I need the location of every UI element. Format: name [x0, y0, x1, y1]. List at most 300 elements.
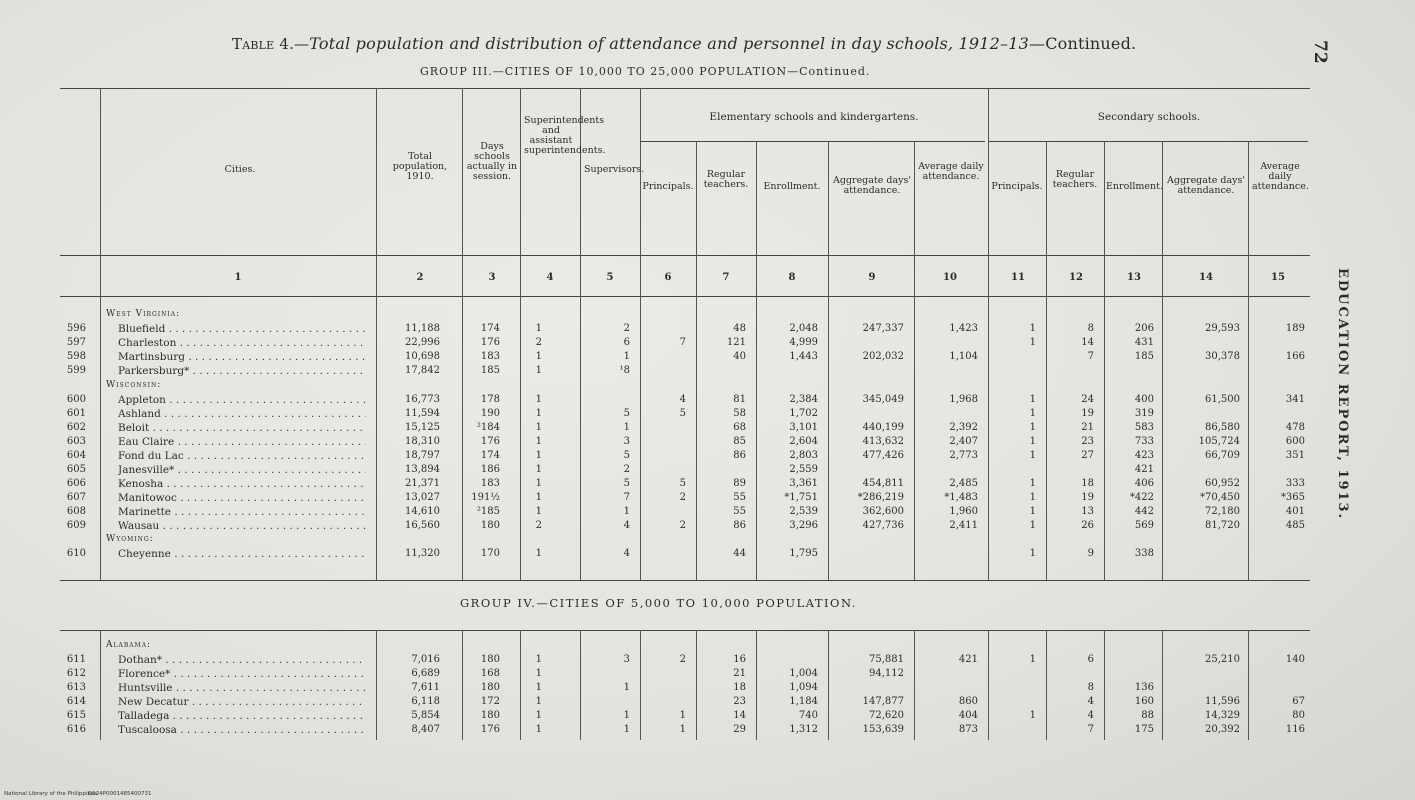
- table-cell: 2: [623, 323, 630, 334]
- table-cell: 362,600: [862, 506, 904, 517]
- table-cell: 175: [1134, 724, 1154, 735]
- table-cell: 13,027: [405, 492, 440, 503]
- row-number: 598: [66, 351, 86, 362]
- table-cell: 1,702: [789, 408, 818, 419]
- table-cell: 89: [733, 478, 746, 489]
- row-number: 604: [66, 450, 86, 461]
- group-iv-top-rule: [60, 630, 1310, 631]
- table-cell: 1,004: [789, 668, 818, 679]
- table-cell: 8: [1087, 682, 1094, 693]
- header-sec-principals: Principals.: [991, 181, 1043, 192]
- table-cell: 11,188: [405, 323, 440, 334]
- header-cities: Cities.: [224, 164, 256, 175]
- table-cell: 180: [480, 654, 500, 665]
- table-cell: 29,593: [1205, 323, 1240, 334]
- city-name: Appleton . . .: [118, 394, 366, 406]
- table-cell: 26: [1081, 520, 1094, 531]
- table-cell: 58: [733, 408, 746, 419]
- table-cell: 1: [1029, 323, 1036, 334]
- table-cell: 1,094: [789, 682, 818, 693]
- city-name: Cheyenne . . .: [118, 548, 366, 560]
- table-cell: 1,968: [949, 394, 978, 405]
- city-name: Parkersburg* . . .: [118, 365, 366, 377]
- column-number-rule: [60, 296, 1310, 297]
- table-cell: 11,320: [405, 548, 440, 559]
- table-cell: 86: [733, 520, 746, 531]
- table-cell: 4: [1087, 696, 1094, 707]
- table-cell: 351: [1285, 450, 1305, 461]
- column-number: 13: [1127, 272, 1141, 283]
- table-cell: 3: [623, 654, 630, 665]
- table-cell: 67: [1292, 696, 1305, 707]
- table-cell: 1,312: [789, 724, 818, 735]
- table-cell: 176: [480, 337, 500, 348]
- table-cell: 16: [733, 654, 746, 665]
- city-name: Kenosha . . .: [118, 478, 366, 490]
- table-cell: 7: [679, 337, 686, 348]
- city-name: Wausau . . .: [118, 520, 366, 532]
- row-number: 609: [66, 520, 86, 531]
- table-cell: 1: [1029, 337, 1036, 348]
- table-cell: *365: [1280, 492, 1305, 503]
- table-cell: 48: [733, 323, 746, 334]
- table-cell: 423: [1134, 450, 1154, 461]
- table-cell: 2,485: [949, 478, 978, 489]
- table-cell: 19: [1081, 408, 1094, 419]
- table-cell: 18: [733, 682, 746, 693]
- table-cell: 1,423: [949, 323, 978, 334]
- city-name: Charleston . . .: [118, 337, 366, 349]
- table-cell: 733: [1134, 436, 1154, 447]
- footer-library: National Library of the Philippines: [4, 791, 98, 797]
- table-cell: 180: [480, 682, 500, 693]
- table-cell: 5,854: [411, 710, 440, 721]
- city-name: Marinette . . .: [118, 506, 366, 518]
- table-cell: 1: [1029, 478, 1036, 489]
- table-cell: 176: [480, 436, 500, 447]
- table-cell: 1: [1029, 654, 1036, 665]
- state-heading: Wisconsin:: [106, 380, 162, 390]
- g4-col-rule-14: [1162, 630, 1163, 740]
- table-cell: 1: [623, 724, 630, 735]
- table-cell: 160: [1134, 696, 1154, 707]
- table-cell: 75,881: [869, 654, 904, 665]
- city-name: Tuscaloosa . . .: [118, 724, 366, 736]
- table-cell: 72,620: [869, 710, 904, 721]
- column-number: 12: [1069, 272, 1083, 283]
- header-elem-teachers: Regular teachers.: [703, 169, 749, 190]
- table-cell: 7: [1087, 351, 1094, 362]
- row-number: 610: [66, 548, 86, 559]
- table-cell: *70,450: [1200, 492, 1240, 503]
- table-cell: 2: [679, 492, 686, 503]
- table-cell: 88: [1141, 710, 1154, 721]
- city-name: Dothan* . . .: [118, 654, 366, 666]
- table-cell: ²185: [476, 506, 500, 517]
- table-cell: 85: [733, 436, 746, 447]
- table-cell: 19: [1081, 492, 1094, 503]
- table-cell: 23: [733, 696, 746, 707]
- city-name: Martinsburg . . .: [118, 351, 366, 363]
- table-cell: 105,724: [1198, 436, 1240, 447]
- header-sec-aggregate: Aggregate days' attendance.: [1167, 175, 1245, 196]
- header-superintendents: Superintendents and assistant superintendents.: [524, 115, 606, 156]
- table-cell: 569: [1134, 520, 1154, 531]
- table-cell: 400: [1134, 394, 1154, 405]
- header-sec-enrollment: Enrollment.: [1106, 181, 1163, 192]
- table-cell: 2,384: [789, 394, 818, 405]
- table-cell: 10,698: [405, 351, 440, 362]
- table-cell: 147,877: [862, 696, 904, 707]
- table-cell: 68: [733, 422, 746, 433]
- city-name: Florence* . . .: [118, 668, 366, 680]
- table-cell: 4,999: [789, 337, 818, 348]
- header-total-population: Total population, 1910.: [392, 151, 448, 182]
- running-head: EDUCATION REPORT, 1913.: [1335, 268, 1350, 521]
- row-number: 597: [66, 337, 86, 348]
- column-number: 6: [664, 272, 672, 283]
- footer-id: D124P0001485400731: [88, 791, 152, 797]
- table-cell: 16,560: [405, 520, 440, 531]
- table-cell: 2,048: [789, 323, 818, 334]
- row-number: 601: [66, 408, 86, 419]
- table-cell: 3: [623, 436, 630, 447]
- table-cell: 421: [1134, 464, 1154, 475]
- table-cell: 1,960: [949, 506, 978, 517]
- table-cell: 1: [535, 478, 542, 489]
- table-cell: 2: [623, 464, 630, 475]
- column-number: 9: [868, 272, 876, 283]
- table-cell: 2,539: [789, 506, 818, 517]
- table-cell: 190: [480, 408, 500, 419]
- table-cell: 1: [535, 450, 542, 461]
- col-rule-1: [100, 88, 101, 580]
- title-lead: Table 4.—: [232, 35, 310, 53]
- table-cell: 1: [1029, 422, 1036, 433]
- table-cell: 1: [535, 351, 542, 362]
- table-cell: 431: [1134, 337, 1154, 348]
- header-elementary-group: Elementary schools and kindergartens.: [709, 111, 919, 123]
- table-cell: *422: [1129, 492, 1154, 503]
- row-number: 605: [66, 464, 86, 475]
- table-cell: 4: [623, 548, 630, 559]
- table-cell: *1,483: [944, 492, 978, 503]
- table-cell: 86: [733, 450, 746, 461]
- table-cell: 1: [1029, 436, 1036, 447]
- table-cell: 18,310: [405, 436, 440, 447]
- row-number: 613: [66, 682, 86, 693]
- table-cell: 4: [1087, 710, 1094, 721]
- table-cell: 4: [679, 394, 686, 405]
- table-cell: 3,361: [789, 478, 818, 489]
- row-number: 614: [66, 696, 86, 707]
- table-cell: 168: [480, 668, 500, 679]
- table-cell: 44: [733, 548, 746, 559]
- table-cell: 1,184: [789, 696, 818, 707]
- table-cell: 8: [1087, 323, 1094, 334]
- header-elem-principals: Principals.: [642, 181, 694, 192]
- row-number: 616: [66, 724, 86, 735]
- col-rule-6: [640, 88, 641, 580]
- table-cell: 40: [733, 351, 746, 362]
- table-cell: 873: [958, 724, 978, 735]
- table-cell: 1: [1029, 492, 1036, 503]
- table-cell: 11,596: [1205, 696, 1240, 707]
- column-number: 4: [546, 272, 554, 283]
- table-cell: 1,795: [789, 548, 818, 559]
- column-number: 15: [1271, 272, 1285, 283]
- table-cell: 1: [535, 506, 542, 517]
- header-days-in-session: Days schools actually in session.: [466, 141, 518, 182]
- table-cell: 2: [679, 654, 686, 665]
- table-cell: 61,500: [1205, 394, 1240, 405]
- table-cell: 166: [1285, 351, 1305, 362]
- table-cell: 6,689: [411, 668, 440, 679]
- g4-col-rule-9: [828, 630, 829, 740]
- city-name: Beloit . . .: [118, 422, 366, 434]
- table-cell: 14,610: [405, 506, 440, 517]
- table-cell: 2: [535, 337, 542, 348]
- table-cell: 191½: [471, 492, 500, 503]
- table-cell: 1: [535, 668, 542, 679]
- table-cell: 21,371: [405, 478, 440, 489]
- city-name: Fond du Lac . . .: [118, 450, 366, 462]
- table-cell: 20,392: [1205, 724, 1240, 735]
- column-number: 3: [488, 272, 496, 283]
- state-heading: Alabama:: [106, 640, 152, 650]
- table-cell: 174: [480, 323, 500, 334]
- table-cell: 185: [480, 365, 500, 376]
- table-cell: 1: [623, 422, 630, 433]
- table-cell: 24: [1081, 394, 1094, 405]
- table-cell: 2,773: [949, 450, 978, 461]
- page-number: 72: [1310, 40, 1330, 64]
- row-number: 611: [66, 654, 86, 665]
- table-cell: 454,811: [862, 478, 904, 489]
- row-number: 600: [66, 394, 86, 405]
- table-cell: 60,952: [1205, 478, 1240, 489]
- group-iii-bottom-rule: [60, 580, 1310, 581]
- table-cell: 1: [1029, 506, 1036, 517]
- table-cell: 81,720: [1205, 520, 1240, 531]
- table-cell: 440,199: [862, 422, 904, 433]
- table-cell: 1,443: [789, 351, 818, 362]
- table-cell: 485: [1285, 520, 1305, 531]
- table-cell: 2,407: [949, 436, 978, 447]
- table-cell: 2: [535, 520, 542, 531]
- column-number: 5: [606, 272, 614, 283]
- table-cell: 1: [679, 710, 686, 721]
- row-number: 596: [66, 323, 86, 334]
- table-cell: 18: [1081, 478, 1094, 489]
- table-cell: 1: [535, 408, 542, 419]
- table-cell: 2,411: [949, 520, 978, 531]
- table-cell: 136: [1134, 682, 1154, 693]
- table-cell: 478: [1285, 422, 1305, 433]
- header-supervisors: Supervisors.: [584, 164, 645, 175]
- table-cell: 427,736: [862, 520, 904, 531]
- table-cell: 72,180: [1205, 506, 1240, 517]
- table-cell: 14,329: [1205, 710, 1240, 721]
- table-cell: 23: [1081, 436, 1094, 447]
- table-cell: 30,378: [1205, 351, 1240, 362]
- table-cell: 15,125: [405, 422, 440, 433]
- group-iv-title: GROUP IV.—CITIES OF 5,000 TO 10,000 POPULATION.: [460, 596, 857, 610]
- table-cell: 5: [623, 450, 630, 461]
- table-cell: 421: [958, 654, 978, 665]
- table-cell: 2,392: [949, 422, 978, 433]
- table-cell: 1: [1029, 520, 1036, 531]
- column-number: 7: [722, 272, 730, 283]
- city-name: Ashland . . .: [118, 408, 366, 420]
- table-cell: 22,996: [405, 337, 440, 348]
- state-heading: Wyoming:: [106, 534, 154, 544]
- table-cell: 406: [1134, 478, 1154, 489]
- table-cell: 13: [1081, 506, 1094, 517]
- table-cell: 7,016: [411, 654, 440, 665]
- column-number: 1: [234, 272, 242, 283]
- table-cell: 66,709: [1205, 450, 1240, 461]
- table-cell: 338: [1134, 548, 1154, 559]
- table-cell: 1: [1029, 710, 1036, 721]
- table-cell: 1: [535, 422, 542, 433]
- table-cell: 1: [535, 394, 542, 405]
- table-cell: 5: [679, 478, 686, 489]
- sec-group-rule: [988, 141, 1308, 142]
- col-rule-14: [1162, 141, 1163, 580]
- table-cell: 333: [1285, 478, 1305, 489]
- table-cell: 1: [623, 710, 630, 721]
- table-cell: 55: [733, 492, 746, 503]
- table-cell: 180: [480, 520, 500, 531]
- table-cell: 174: [480, 450, 500, 461]
- table-cell: 1: [1029, 394, 1036, 405]
- g4-col-rule-11: [988, 630, 989, 740]
- table-cell: 1: [623, 682, 630, 693]
- elem-group-rule: [640, 141, 985, 142]
- table-cell: 1: [679, 724, 686, 735]
- table-top-rule: [60, 88, 1310, 89]
- table-cell: 1: [535, 323, 542, 334]
- table-cell: 1: [1029, 408, 1036, 419]
- row-number: 608: [66, 506, 86, 517]
- table-cell: 583: [1134, 422, 1154, 433]
- table-cell: 94,112: [869, 668, 904, 679]
- table-cell: 442: [1134, 506, 1154, 517]
- table-cell: 1: [535, 464, 542, 475]
- table-cell: 1: [623, 351, 630, 362]
- table-cell: 116: [1285, 724, 1305, 735]
- table-cell: 27: [1081, 450, 1094, 461]
- row-number: 612: [66, 668, 86, 679]
- table-cell: 14: [733, 710, 746, 721]
- table-cell: 13,894: [405, 464, 440, 475]
- table-cell: 1: [535, 365, 542, 376]
- title-italic: Total population and distribution of attendance and personnel in day schools, 1912–13: [309, 34, 1029, 53]
- table-cell: *1,751: [784, 492, 818, 503]
- header-elem-aggregate: Aggregate days' attendance.: [833, 175, 911, 196]
- table-cell: 11,594: [405, 408, 440, 419]
- table-cell: 1: [535, 682, 542, 693]
- table-cell: 1: [535, 654, 542, 665]
- table-cell: 413,632: [862, 436, 904, 447]
- table-cell: 202,032: [862, 351, 904, 362]
- table-cell: 21: [733, 668, 746, 679]
- column-number: 10: [943, 272, 957, 283]
- table-cell: 5: [679, 408, 686, 419]
- table-cell: *286,219: [857, 492, 904, 503]
- table-cell: 86,580: [1205, 422, 1240, 433]
- table-cell: 1: [535, 548, 542, 559]
- table-cell: 247,337: [862, 323, 904, 334]
- g4-col-rule-1: [100, 630, 101, 740]
- header-elem-average: Average daily attendance.: [918, 161, 984, 182]
- table-cell: 477,426: [862, 450, 904, 461]
- table-cell: 401: [1285, 506, 1305, 517]
- table-cell: 2: [679, 520, 686, 531]
- group-iii-subtitle: GROUP III.—CITIES OF 10,000 TO 25,000 POPULATION—Continued.: [420, 65, 871, 78]
- table-cell: 1,104: [949, 351, 978, 362]
- table-cell: 16,773: [405, 394, 440, 405]
- column-number: 2: [416, 272, 424, 283]
- table-cell: 6: [1087, 654, 1094, 665]
- row-number: 607: [66, 492, 86, 503]
- state-heading: West Virginia:: [106, 309, 181, 319]
- column-number: 14: [1199, 272, 1213, 283]
- table-cell: 17,842: [405, 365, 440, 376]
- city-name: Huntsville . . .: [118, 682, 366, 694]
- table-cell: 1: [535, 710, 542, 721]
- table-cell: 18,797: [405, 450, 440, 461]
- table-cell: 7: [623, 492, 630, 503]
- row-number: 615: [66, 710, 86, 721]
- city-name: Talladega . . .: [118, 710, 366, 722]
- table-cell: 1: [623, 506, 630, 517]
- table-cell: 1: [535, 724, 542, 735]
- table-cell: 55: [733, 506, 746, 517]
- table-cell: 1: [1029, 450, 1036, 461]
- table-cell: 3,296: [789, 520, 818, 531]
- table-cell: 600: [1285, 436, 1305, 447]
- table-cell: 740: [798, 710, 818, 721]
- table-cell: 81: [733, 394, 746, 405]
- city-name: Eau Claire . . .: [118, 436, 366, 448]
- table-cell: 7,611: [411, 682, 440, 693]
- table-cell: 345,049: [862, 394, 904, 405]
- table-cell: 2,559: [789, 464, 818, 475]
- table-cell: 6: [623, 337, 630, 348]
- table-cell: ¹8: [619, 365, 630, 376]
- table-cell: 140: [1285, 654, 1305, 665]
- table-cell: 6,118: [411, 696, 440, 707]
- table-title: [232, 34, 1152, 53]
- table-cell: 176: [480, 724, 500, 735]
- table-cell: 180: [480, 710, 500, 721]
- table-cell: 1: [535, 436, 542, 447]
- table-cell: 3,101: [789, 422, 818, 433]
- table-cell: 319: [1134, 408, 1154, 419]
- table-cell: 341: [1285, 394, 1305, 405]
- table-cell: 8,407: [411, 724, 440, 735]
- table-cell: 5: [623, 408, 630, 419]
- table-cell: 170: [480, 548, 500, 559]
- table-cell: 860: [958, 696, 978, 707]
- column-number: 8: [788, 272, 796, 283]
- table-cell: 183: [480, 351, 500, 362]
- row-number: 603: [66, 436, 86, 447]
- city-name: Manitowoc . . .: [118, 492, 366, 504]
- table-cell: 1: [535, 696, 542, 707]
